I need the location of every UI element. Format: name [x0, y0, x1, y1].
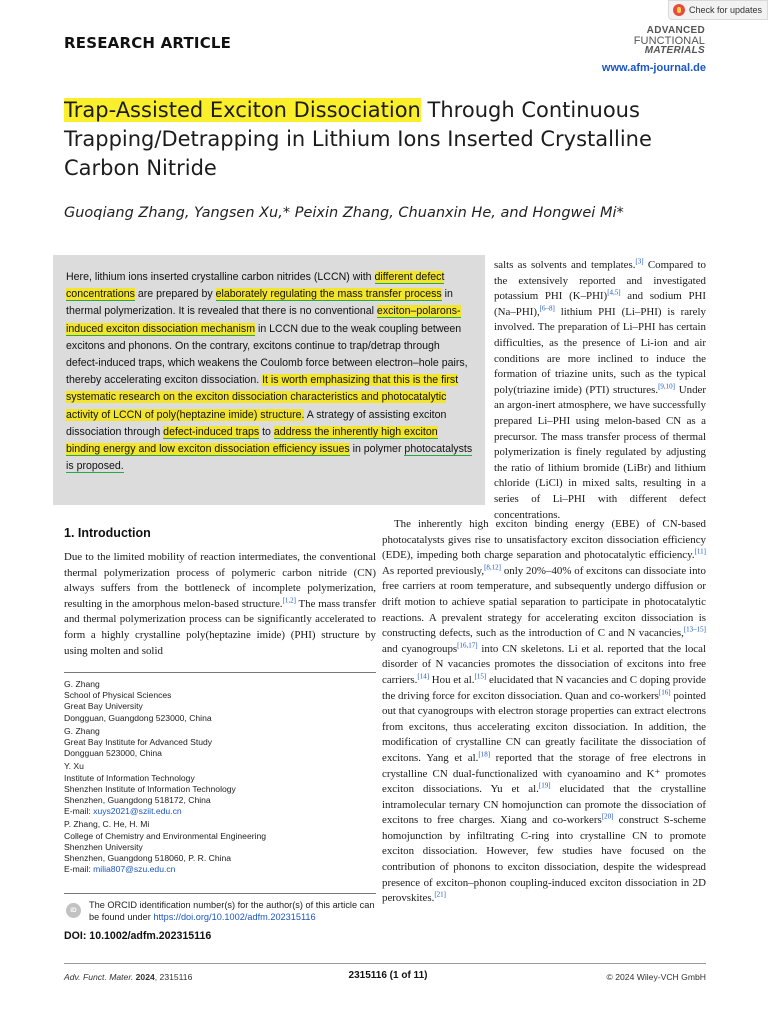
orcid-link[interactable]: https://doi.org/10.1002/adfm.202315116	[153, 912, 316, 922]
abstract-highlight: different defect concentrations	[66, 271, 445, 301]
affiliation-divider	[64, 672, 376, 673]
abstract-highlight: It is worth emphasizing that this is the first systematic research on the exciton dissociation characteristics and photocatalytic activity of LCCN of poly(heptazine imide) structure.	[66, 374, 459, 421]
journal-logo	[634, 26, 705, 56]
body-text: The mass transfer and thermal polymerization process can be significantly accelerated to form a highly crystalline poly(heptazine imide) (PHI) structure by using molten and solid	[64, 597, 376, 657]
affiliation-line: G. Zhang	[64, 679, 100, 689]
article-type: RESEARCH ARTICLE	[64, 34, 232, 52]
abstract-text	[66, 269, 473, 475]
affiliation-line: Shenzhen, Guangdong 518060, P. R. China	[64, 853, 232, 864]
affiliation-email-line	[64, 864, 376, 875]
affiliation-line: P. Zhang, C. He, H. Mi	[64, 819, 150, 830]
body-text: and cyanogroups	[382, 642, 458, 655]
citation-link[interactable]: [11]	[694, 547, 706, 556]
right-column-text	[494, 258, 706, 523]
citation-link[interactable]: [20]	[601, 812, 614, 821]
citation-link[interactable]: [18]	[478, 750, 491, 759]
email-label: E-mail:	[64, 806, 94, 817]
citation-link[interactable]: [4,5]	[607, 288, 621, 297]
journal-logo-line: ADVANCED	[646, 25, 705, 36]
right-column-paragraph	[382, 517, 706, 907]
citation-link[interactable]: [16,17]	[457, 641, 478, 650]
footer-copyright: © 2024 Wiley-VCH GmbH	[606, 972, 706, 982]
abstract-segment: in thermal polymerization. It is revealed that there is no conventional	[66, 288, 453, 318]
abstract-underline: photocatalysts is proposed.	[66, 443, 473, 473]
affiliation-line: School of Physical Sciences	[64, 690, 172, 701]
affiliation-line: College of Chemistry and Environmental Engineering	[64, 830, 267, 841]
body-text: reported that the storage of free electrons in crystalline CN dual-functionalized with cyanoamino and K⁺ promotes exciton dissociations. Yu et al.	[382, 751, 706, 796]
affiliation-line: Shenzhen Institute of Information Technology	[64, 783, 236, 794]
body-text: into CN skeletons. Li et al. reported that the local disorder of N vacancies promotes the dissociation of excitons into free carriers.	[382, 642, 706, 686]
affiliation-line: Dongguan, Guangdong 523000, China	[64, 712, 212, 723]
journal-logo-line: MATERIALS	[644, 45, 705, 56]
citation-link[interactable]: [9,10]	[658, 382, 675, 391]
body-text: Hou et al.	[429, 673, 475, 686]
body-text: construct S-scheme homojunction by infiltrating C-ring into crystalline CN to promote exciton dissociation. However, few studies have focused on the contribution of phonons to exciton dissociation, despite the widespread presence of exciton–phonon coupling-induced exciton dissociation in 2D perovskites.	[382, 814, 706, 905]
affiliations	[64, 679, 376, 875]
footer-divider	[64, 963, 706, 964]
section-heading-introduction: 1. Introduction	[64, 526, 151, 540]
body-text: salts as solvents and templates.	[494, 259, 636, 271]
body-text: elucidated that N vacancies and C doping provide the driving force for exciton dissociation. Quan and co-workers	[382, 673, 706, 702]
abstract-box	[53, 255, 485, 505]
citation-link[interactable]: [19]	[538, 781, 551, 790]
abstract-segment: in polymer	[349, 443, 405, 456]
abstract-highlight: exciton–polarons-induced exciton dissociation mechanism	[66, 305, 461, 335]
abstract-segment: Here, lithium ions inserted crystalline carbon nitrides (LCCN) with	[66, 271, 375, 283]
abstract-segment: are prepared by	[134, 288, 216, 301]
body-text: As reported previously,	[382, 564, 485, 577]
left-column-text	[64, 550, 376, 659]
body-text: pointed out that cyanogroups with electron storage properties can extract electrons from excitons, thus accelerating exciton dissociation. In addition, the modification of crystalline CN can greatly facilitate the dissociation of excitons. Yang et al.	[382, 689, 707, 764]
body-text: elucidated that the crystalline intramolecular ternary CN homojunction can promote the dissociation of excitons to free charges. Xiang and co-workers	[382, 783, 707, 827]
email-link[interactable]: xuys2021@sziit.edu.cn	[93, 806, 182, 817]
body-text: Under an argon-inert atmosphere, we have successfully prepared Li–PHI using melon-based CN as a precursor. The mass transfer process of thermal polymerization is finely regulated by adjusting the ratio of lithium bromide (LiBr) and lithium chloride (LiCl) in mixed salts, resulting in a series of Li–PHI with different defect concentrations.	[494, 383, 706, 521]
affiliation-line: Great Bay Institute for Advanced Study	[64, 737, 213, 748]
author-list: Guoqiang Zhang, Yangsen Xu,* Peixin Zhang, Chuanxin He, and Hongwei Mi*	[64, 205, 624, 221]
journal-logo-line: FUNCTIONAL	[633, 35, 705, 47]
check-for-updates-button[interactable]	[668, 0, 768, 20]
abstract-highlight: defect-induced traps	[163, 425, 260, 438]
citation-link[interactable]: [14]	[417, 672, 430, 681]
orcid-icon: iD	[66, 903, 81, 918]
doi-label: DOI: 10.1002/adfm.202315116	[64, 930, 212, 942]
journal-url-link[interactable]: www.afm-journal.de	[601, 62, 706, 74]
abstract-segment: A strategy of assisting exciton dissociation through	[66, 408, 447, 438]
email-link[interactable]: milia807@szu.edu.cn	[93, 864, 176, 875]
citation-link[interactable]: [15]	[474, 672, 487, 681]
affiliation-email-line	[64, 806, 376, 817]
citation-link[interactable]: [1,2]	[282, 596, 296, 605]
body-text: lithium PHI (Li–PHI) is rarely involved. The preparation of Li–PHI has certain difficulties, as the presence of Li-ion and air conditions are more inclined to induce the formation of triazine units, such as the typical poly(triazine imide) (PTI) structures.	[494, 305, 706, 396]
title-highlight: Trap-Assisted Exciton Dissociation	[64, 98, 421, 122]
body-text: Compared to the extensively reported and investigated potassium PHI (K–PHI)	[494, 259, 706, 303]
body-text: only 20%–40% of excitons can dissociate into free carriers at room temperature, and subsequently undergo diffusion or drift motion to achieve spatial separation to participate in photocatalytic reactions. A prevalent strategy for accelerating exciton dissociation is constructing defects, such as the introduction of C and N vacancies,	[382, 564, 706, 640]
citation-link[interactable]: [6–8]	[539, 304, 555, 313]
abstract-highlight: elaborately regulating the mass transfer process	[215, 288, 442, 301]
affiliation-line: Dongguan 523000, China	[64, 748, 162, 759]
body-text: and sodium PHI (Na–PHI),	[494, 290, 706, 318]
affiliation-line: Shenzhen University	[64, 841, 143, 852]
affiliation-line: G. Zhang	[64, 725, 100, 736]
article-title	[64, 96, 714, 183]
orcid-text: The ORCID identification number(s) for the author(s) of this article can be found under	[89, 900, 375, 922]
abstract-highlight: address the inherently high exciton binding energy and low exciton dissociation efficiency issues	[66, 425, 438, 456]
affiliation-line: Institute of Information Technology	[64, 772, 195, 783]
citation-link[interactable]: [3]	[635, 257, 644, 266]
citation-link[interactable]: [16]	[658, 687, 671, 696]
footer-article-number: , 2315116	[154, 972, 193, 982]
body-text: The inherently high exciton binding energy (EBE) of CN-based photocatalysts gives rise to unsatisfactory exciton dissociation efficiency (EDE), impeding both charge separation and photocatalytic efficiency.	[382, 518, 706, 562]
crossmark-icon	[673, 4, 685, 16]
title-rest: Through Continuous Trapping/Detrapping in Lithium Ions Inserted Crystalline Carbon Nitride	[64, 98, 652, 180]
abstract-segment: to	[259, 425, 274, 438]
abstract-segment: in LCCN due to the weak coupling between excitons and phonons. On the contrary, excitons continue to trap/detrap through defect-induced traps, which weakens the Coulomb force between electron–hole pairs, thereby accelerating exciton dissociation.	[66, 322, 468, 387]
affiliation-line: Y. Xu	[64, 761, 84, 772]
footer-year: 2024	[135, 972, 155, 982]
affiliation-line: Shenzhen, Guangdong 518172, China	[64, 795, 211, 806]
footer-citation	[64, 972, 192, 982]
footer-journal: Adv. Funct. Mater.	[64, 972, 134, 982]
orcid-note	[89, 899, 379, 923]
check-for-updates-label: Check for updates	[689, 5, 763, 15]
body-text: Due to the limited mobility of reaction intermediates, the conventional thermal polymerization process of polymeric carbon nitride (CN) always suffers from the bottleneck of incomplete polymerization, resulting in the amorphous melon-based structure.	[64, 551, 376, 610]
orcid-divider	[64, 893, 376, 894]
citation-link[interactable]: [8,12]	[484, 563, 501, 572]
email-label: E-mail:	[64, 864, 94, 875]
affiliation-line: Great Bay University	[64, 701, 143, 712]
citation-link[interactable]: [13–15]	[683, 625, 706, 634]
citation-link[interactable]: [21]	[434, 890, 446, 899]
page-number: 2315116 (1 of 11)	[348, 970, 428, 981]
